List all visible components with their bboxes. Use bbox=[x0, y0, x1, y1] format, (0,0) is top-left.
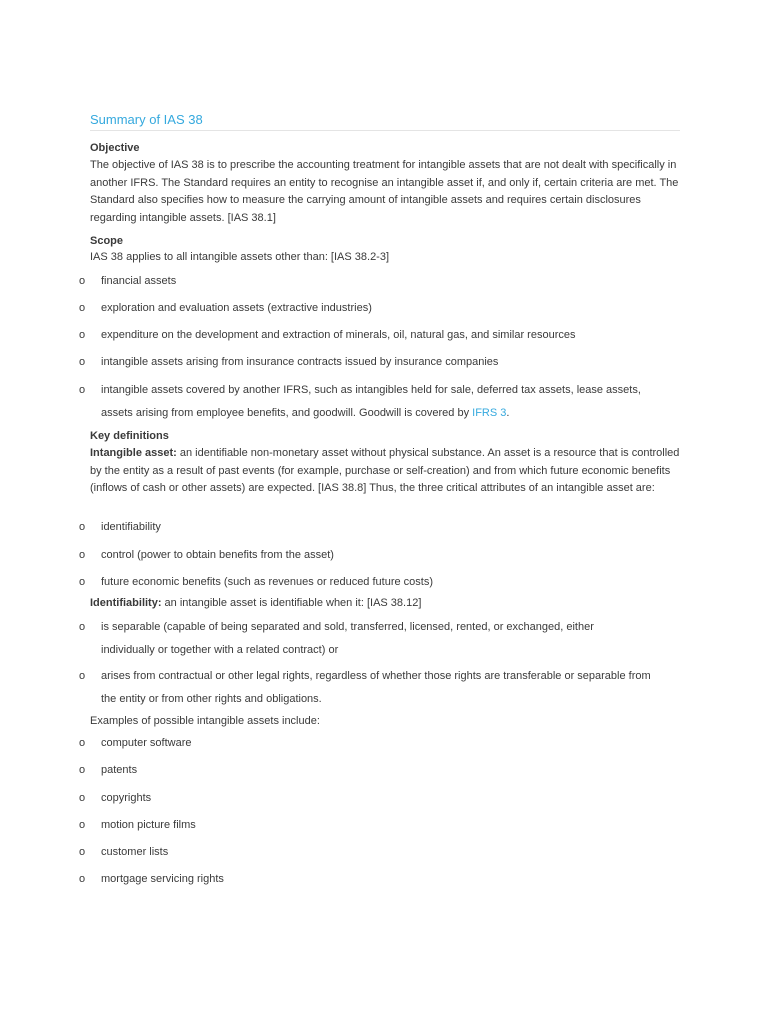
bullet-marker: o bbox=[79, 873, 86, 885]
bullet-marker: o bbox=[79, 846, 86, 858]
ifrs3-link[interactable]: IFRS 3 bbox=[472, 406, 507, 419]
example-item: copyrights bbox=[101, 792, 152, 804]
example-item: customer lists bbox=[101, 846, 169, 858]
scope-intro: IAS 38 applies to all intangible assets other than: [IAS 38.2-3] bbox=[90, 251, 390, 263]
example-item: mortgage servicing rights bbox=[101, 873, 224, 885]
scope-item: financial assets bbox=[101, 275, 177, 287]
bullet-marker: o bbox=[79, 329, 86, 341]
identifiability-item: is separable (capable of being separated and sold, transferred, licensed, rented, or exchanged, either individually or together with a related contract) or bbox=[101, 621, 594, 656]
bullet-marker: o bbox=[79, 576, 86, 588]
example-item: patents bbox=[101, 764, 138, 776]
bullet-marker: o bbox=[79, 384, 86, 396]
scope-item: exploration and evaluation assets (extractive industries) bbox=[101, 302, 372, 314]
identifiability-label: Identifiability: bbox=[90, 597, 162, 609]
bullet-marker: o bbox=[79, 819, 86, 831]
scope-item-last-end: . bbox=[506, 406, 510, 419]
intangible-asset-text: an identifiable non-monetary asset without physical substance. An asset is a resource that is controlled by the entity as a result of past events (for example, purchase or self-creation) and from which future economic benefits (inflows of cash or other assets) are expected. [IAS 38.8] Thus, the three critical attributes of an intangible asset are: bbox=[90, 447, 680, 494]
scope-item: intangible assets arising from insurance contracts issued by insurance companies bbox=[101, 356, 499, 368]
attribute-item: identifiability bbox=[101, 521, 161, 533]
definitions-heading: Key definitions bbox=[90, 430, 169, 442]
bullet-marker: o bbox=[79, 792, 86, 804]
identifiability-item: arises from contractual or other legal rights, regardless of whether those rights are transferable or separable from the entity or from other rights and obligations. bbox=[101, 670, 651, 705]
example-item: motion picture films bbox=[101, 819, 196, 831]
bullet-marker: o bbox=[79, 764, 86, 776]
scope-item-last bbox=[101, 379, 661, 424]
example-item: computer software bbox=[101, 737, 192, 749]
bullet-marker: o bbox=[79, 356, 86, 368]
bullet-marker: o bbox=[79, 670, 86, 682]
objective-heading: Objective bbox=[90, 142, 140, 154]
title-divider bbox=[90, 130, 680, 131]
page-title: Summary of IAS 38 bbox=[90, 112, 203, 127]
attribute-item: control (power to obtain benefits from the asset) bbox=[101, 549, 334, 561]
identifiability-text: an intangible asset is identifiable when it: [IAS 38.12] bbox=[161, 597, 422, 609]
intangible-asset-definition bbox=[90, 445, 680, 498]
objective-text: The objective of IAS 38 is to prescribe the accounting treatment for intangible assets that are not dealt with specifically in another IFRS. The Standard requires an entity to recognise an intangible asset if, and only if, certain criteria are met. The Standard also specifies how to measure the carrying amount of intangible assets and requires certain disclosures regarding intangible assets. [IAS 38.1] bbox=[90, 159, 679, 224]
bullet-marker: o bbox=[79, 521, 86, 533]
scope-item: expenditure on the development and extraction of minerals, oil, natural gas, and similar resources bbox=[101, 329, 576, 341]
bullet-marker: o bbox=[79, 621, 86, 633]
scope-heading: Scope bbox=[90, 235, 124, 247]
bullet-marker: o bbox=[79, 302, 86, 314]
attribute-item: future economic benefits (such as revenues or reduced future costs) bbox=[101, 576, 434, 588]
bullet-marker: o bbox=[79, 549, 86, 561]
bullet-marker: o bbox=[79, 737, 86, 749]
bullet-marker: o bbox=[79, 275, 86, 287]
scope-item-last-text: intangible assets covered by another IFRS, such as intangibles held for sale, deferred tax assets, lease assets, assets arising from employee benefits, and goodwill. Goodwill is covered by bbox=[101, 384, 641, 419]
identifiability-definition bbox=[90, 595, 680, 613]
examples-intro: Examples of possible intangible assets include: bbox=[90, 715, 320, 727]
intangible-asset-label: Intangible asset: bbox=[90, 447, 177, 459]
